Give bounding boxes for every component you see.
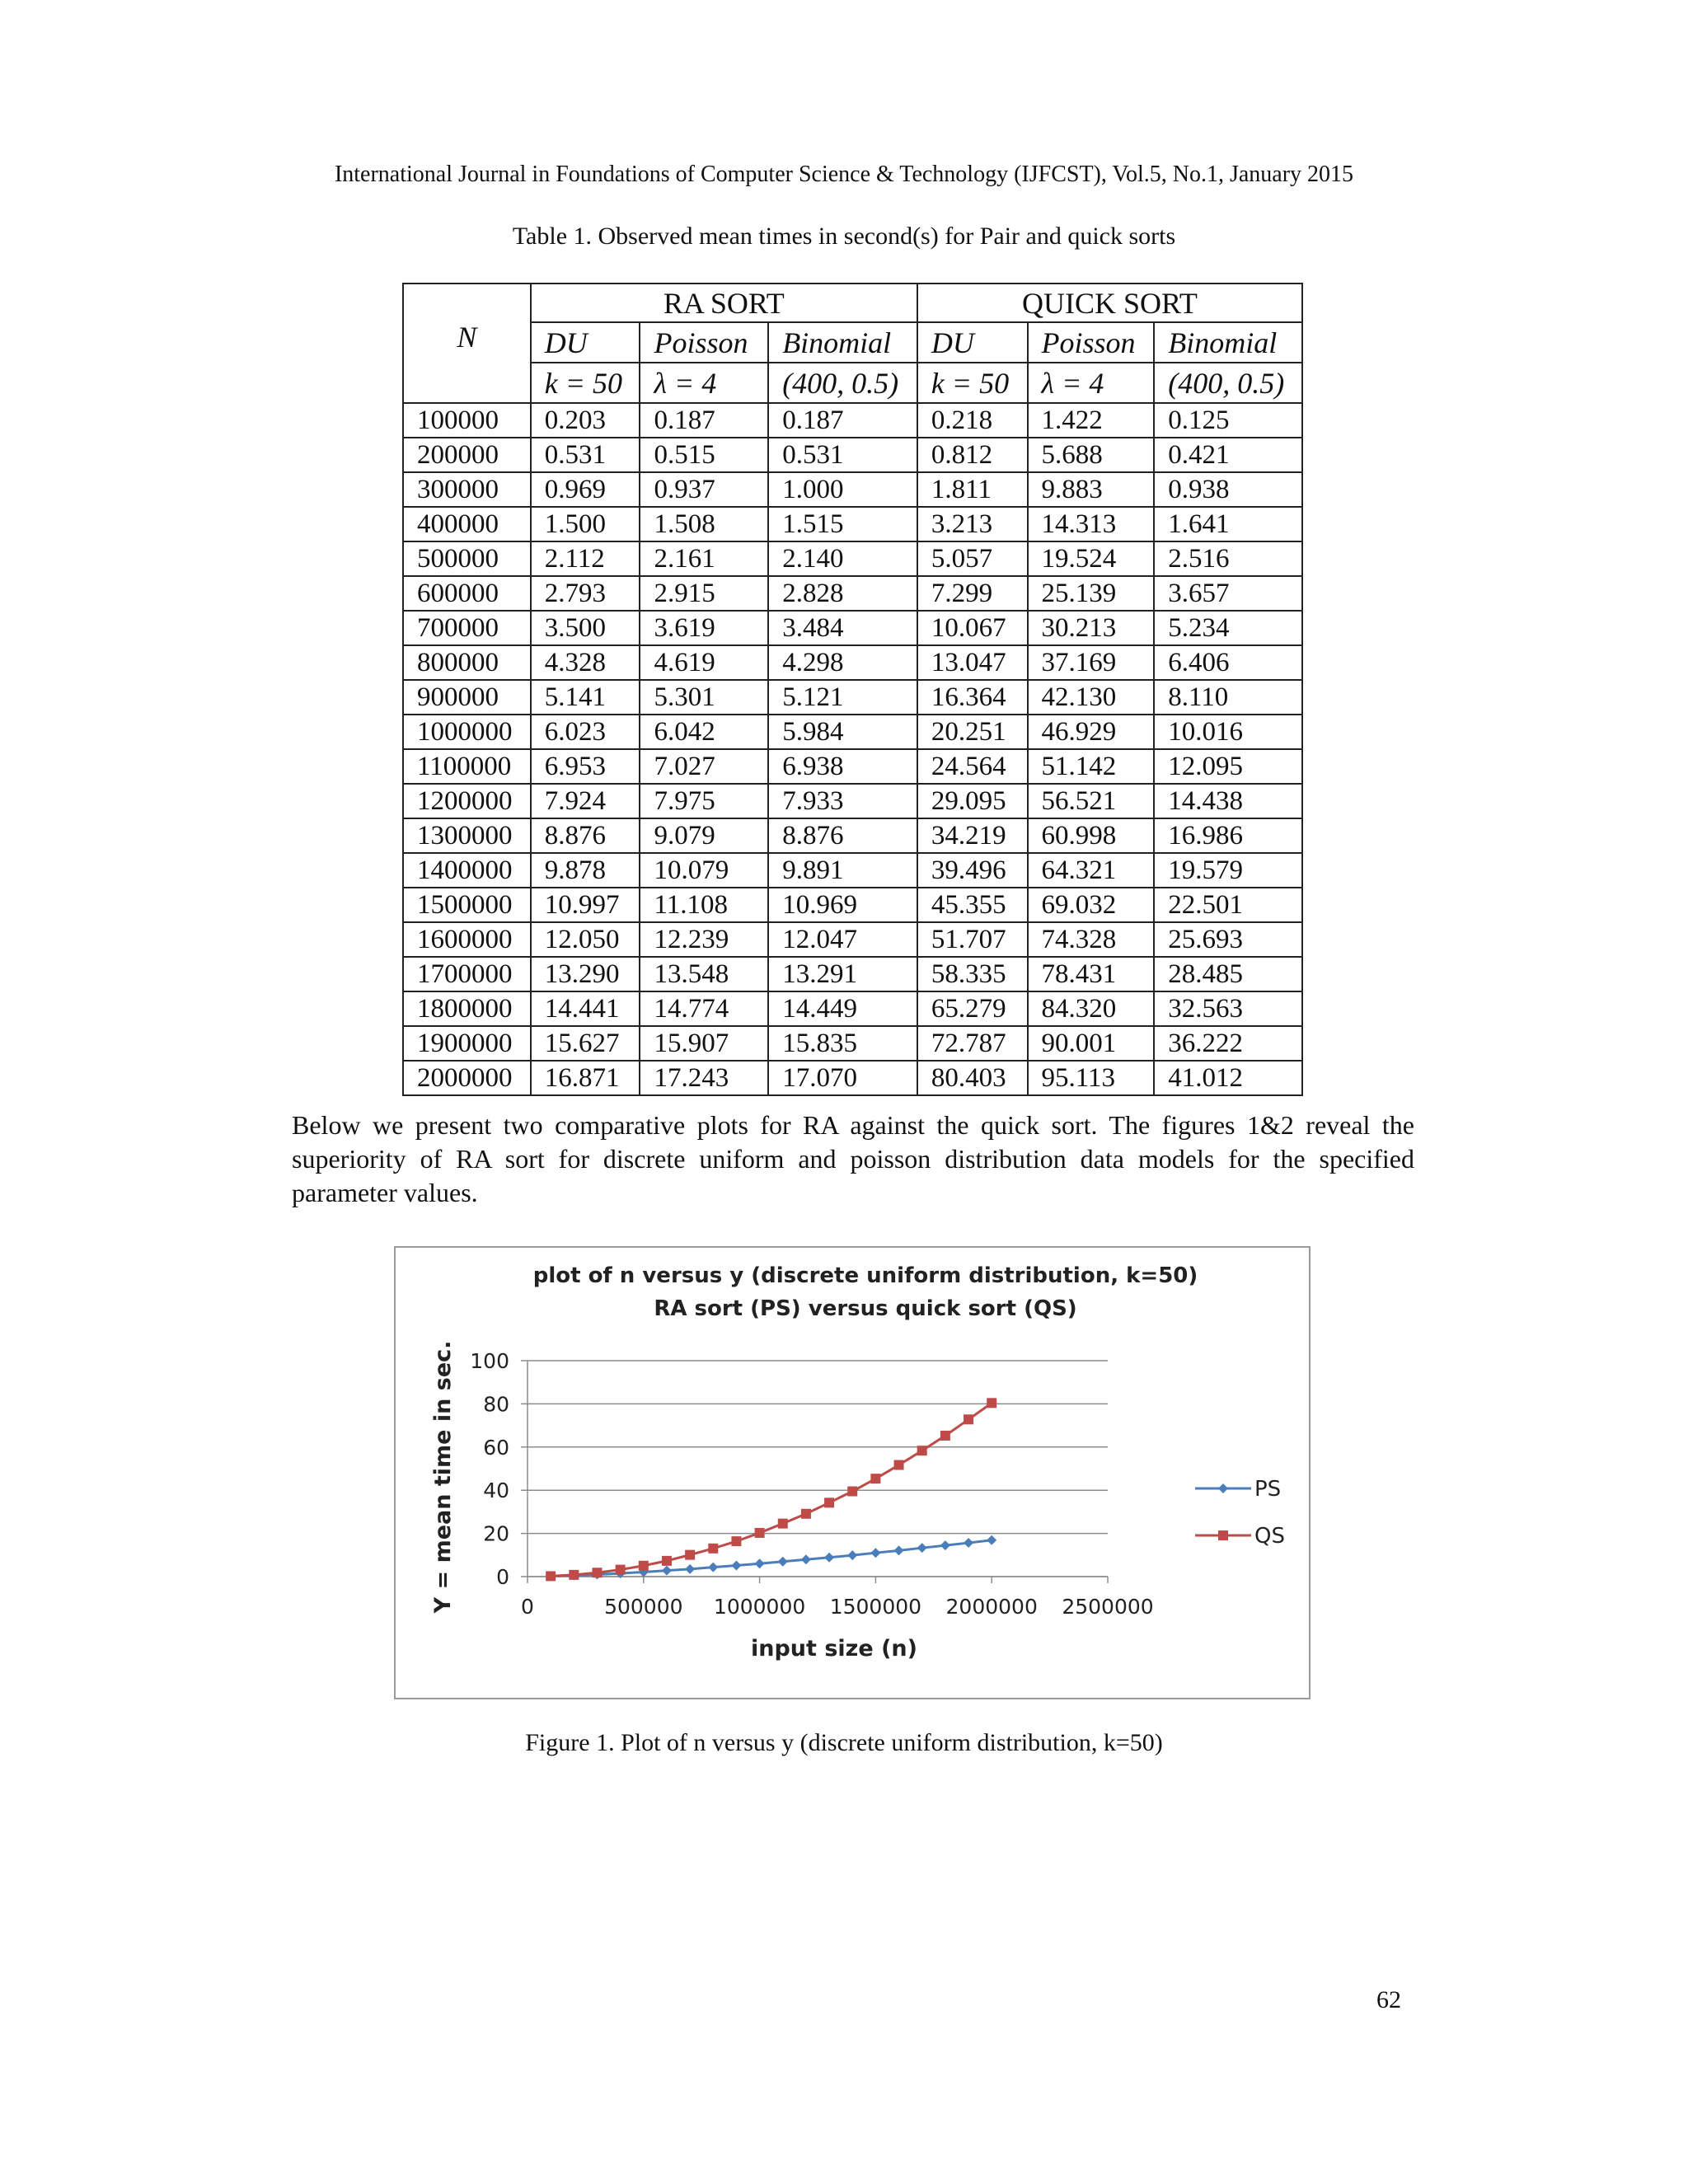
time-cell: 1.508: [640, 507, 768, 541]
time-cell: 5.984: [768, 715, 917, 749]
time-cell: 1.641: [1154, 507, 1302, 541]
time-cell: 3.619: [640, 611, 768, 645]
time-cell: 0.187: [640, 403, 768, 438]
table-row: [403, 991, 1302, 1026]
data-point-ps: [847, 1550, 857, 1560]
time-cell: 13.290: [531, 957, 640, 991]
time-cell: 3.484: [768, 611, 917, 645]
time-cell: 6.023: [531, 715, 640, 749]
results-table: [402, 283, 1303, 1096]
time-cell: 78.431: [1028, 957, 1155, 991]
time-cell: 74.328: [1028, 922, 1155, 957]
row-n-cell: 500000: [403, 541, 531, 576]
time-cell: 41.012: [1154, 1061, 1302, 1095]
time-cell: 45.355: [917, 888, 1028, 922]
running-header: International Journal in Foundations of Computer Science & Technology (IJFCST), Vol.5, No.1, January 2015: [334, 162, 1354, 187]
y-axis-label: Y = mean time in sec.: [430, 1340, 456, 1614]
time-cell: 90.001: [1028, 1026, 1155, 1061]
time-cell: 8.876: [531, 818, 640, 853]
time-cell: 17.070: [768, 1061, 917, 1095]
data-point-qs: [801, 1509, 811, 1519]
time-cell: 2.516: [1154, 541, 1302, 576]
time-cell: 8.110: [1154, 680, 1302, 715]
time-cell: 5.141: [531, 680, 640, 715]
time-cell: 0.218: [917, 403, 1028, 438]
subheader: Binomial: [768, 322, 917, 363]
time-cell: 2.828: [768, 576, 917, 611]
body-paragraph: Below we present two comparative plots for RA against the quick sort. The figures 1&2 reveal the superiority of RA sort for discrete uniform and poisson distribution data models for the specified parameter values.: [292, 1110, 1414, 1207]
row-n-cell: 100000: [403, 403, 531, 438]
time-cell: 69.032: [1028, 888, 1155, 922]
row-n-cell: 1600000: [403, 922, 531, 957]
table-row: [403, 818, 1302, 853]
time-cell: 5.057: [917, 541, 1028, 576]
time-cell: 9.883: [1028, 472, 1155, 507]
time-cell: 9.079: [640, 818, 768, 853]
table-row: [403, 507, 1302, 541]
data-point-ps: [940, 1540, 950, 1550]
time-cell: 12.047: [768, 922, 917, 957]
data-point-ps: [755, 1558, 765, 1568]
table-row: [403, 749, 1302, 784]
data-point-ps: [685, 1564, 695, 1574]
data-point-qs: [894, 1460, 904, 1470]
table-row: [403, 680, 1302, 715]
time-cell: 12.050: [531, 922, 640, 957]
ra-sort-header: RA SORT: [531, 284, 917, 322]
data-point-ps: [731, 1561, 741, 1571]
y-tick-label: 0: [496, 1565, 509, 1589]
time-cell: 16.986: [1154, 818, 1302, 853]
chart-subtitle: RA sort (PS) versus quick sort (QS): [654, 1296, 1077, 1321]
time-cell: 58.335: [917, 957, 1028, 991]
time-cell: 16.364: [917, 680, 1028, 715]
time-cell: 4.298: [768, 645, 917, 680]
data-point-qs: [824, 1497, 834, 1507]
table-row: [403, 784, 1302, 818]
time-cell: 0.969: [531, 472, 640, 507]
table-row: [403, 611, 1302, 645]
chart-svg: [396, 1248, 1309, 1698]
time-cell: 13.291: [768, 957, 917, 991]
chart-title: plot of n versus y (discrete uniform distribution, k=50): [532, 1263, 1198, 1288]
time-cell: 17.243: [640, 1061, 768, 1095]
time-cell: 42.130: [1028, 680, 1155, 715]
time-cell: 11.108: [640, 888, 768, 922]
row-n-cell: 1400000: [403, 853, 531, 888]
time-cell: 0.531: [768, 438, 917, 472]
time-cell: 5.688: [1028, 438, 1155, 472]
time-cell: 46.929: [1028, 715, 1155, 749]
time-cell: 84.320: [1028, 991, 1155, 1026]
data-point-ps: [917, 1543, 927, 1553]
subheader: Binomial: [1154, 322, 1302, 363]
time-cell: 0.421: [1154, 438, 1302, 472]
time-cell: 1.500: [531, 507, 640, 541]
figure-1-chart: [394, 1246, 1311, 1699]
time-cell: 1.422: [1028, 403, 1155, 438]
time-cell: 1.000: [768, 472, 917, 507]
time-cell: 72.787: [917, 1026, 1028, 1061]
time-cell: 30.213: [1028, 611, 1155, 645]
table-row: [403, 472, 1302, 507]
time-cell: 2.140: [768, 541, 917, 576]
data-point-qs: [569, 1570, 579, 1580]
row-n-cell: 1800000: [403, 991, 531, 1026]
row-n-cell: 400000: [403, 507, 531, 541]
subheader-param: (400, 0.5): [768, 363, 917, 403]
time-cell: 13.548: [640, 957, 768, 991]
data-point-qs: [940, 1431, 950, 1441]
time-cell: 7.299: [917, 576, 1028, 611]
row-n-cell: 2000000: [403, 1061, 531, 1095]
table-row: [403, 853, 1302, 888]
subheader-param: λ = 4: [640, 363, 768, 403]
subheader-param: k = 50: [531, 363, 640, 403]
x-axis-label: input size (n): [751, 1636, 917, 1661]
time-cell: 25.693: [1154, 922, 1302, 957]
time-cell: 29.095: [917, 784, 1028, 818]
data-point-qs: [778, 1519, 788, 1529]
time-cell: 5.121: [768, 680, 917, 715]
time-cell: 16.871: [531, 1061, 640, 1095]
data-point-qs: [870, 1474, 880, 1483]
time-cell: 3.657: [1154, 576, 1302, 611]
subheader-param: (400, 0.5): [1154, 363, 1302, 403]
data-point-ps: [708, 1563, 718, 1572]
time-cell: 4.619: [640, 645, 768, 680]
y-tick-label: 40: [483, 1479, 509, 1503]
time-cell: 3.213: [917, 507, 1028, 541]
time-cell: 60.998: [1028, 818, 1155, 853]
legend-label-qs: QS: [1254, 1524, 1285, 1549]
legend-marker-qs: [1218, 1530, 1228, 1540]
time-cell: 0.187: [768, 403, 917, 438]
time-cell: 36.222: [1154, 1026, 1302, 1061]
time-cell: 14.313: [1028, 507, 1155, 541]
time-cell: 15.907: [640, 1026, 768, 1061]
x-tick-label: 0: [521, 1595, 534, 1619]
x-tick-label: 2000000: [945, 1595, 1038, 1619]
data-point-ps: [824, 1553, 834, 1563]
legend-marker-ps: [1218, 1483, 1228, 1493]
row-n-cell: 700000: [403, 611, 531, 645]
time-cell: 2.112: [531, 541, 640, 576]
page-number: 62: [1376, 1986, 1401, 2013]
time-cell: 28.485: [1154, 957, 1302, 991]
data-point-ps: [894, 1545, 904, 1555]
table-row: [403, 1061, 1302, 1095]
figure-caption: Figure 1. Plot of n versus y (discrete uniform distribution, k=50): [525, 1729, 1163, 1756]
time-cell: 64.321: [1028, 853, 1155, 888]
time-cell: 0.203: [531, 403, 640, 438]
data-point-qs: [755, 1528, 765, 1538]
data-point-ps: [662, 1566, 672, 1576]
time-cell: 0.937: [640, 472, 768, 507]
table-row: [403, 541, 1302, 576]
time-cell: 15.627: [531, 1026, 640, 1061]
table-row: [403, 888, 1302, 922]
time-cell: 51.707: [917, 922, 1028, 957]
row-n-cell: 1100000: [403, 749, 531, 784]
time-cell: 7.933: [768, 784, 917, 818]
subheader-param: k = 50: [917, 363, 1028, 403]
time-cell: 7.027: [640, 749, 768, 784]
row-n-cell: 1000000: [403, 715, 531, 749]
table-subheader-row: [403, 322, 1302, 363]
time-cell: 14.441: [531, 991, 640, 1026]
time-cell: 19.524: [1028, 541, 1155, 576]
data-point-qs: [731, 1536, 741, 1546]
data-point-ps: [778, 1557, 788, 1567]
time-cell: 4.328: [531, 645, 640, 680]
time-cell: 2.915: [640, 576, 768, 611]
time-cell: 22.501: [1154, 888, 1302, 922]
subheader: DU: [531, 322, 640, 363]
table-caption: Table 1. Observed mean times in second(s) for Pair and quick sorts: [512, 223, 1176, 250]
time-cell: 0.515: [640, 438, 768, 472]
time-cell: 0.531: [531, 438, 640, 472]
data-point-qs: [639, 1561, 649, 1571]
time-cell: 34.219: [917, 818, 1028, 853]
data-point-qs: [592, 1568, 602, 1577]
time-cell: 51.142: [1028, 749, 1155, 784]
data-point-qs: [685, 1550, 695, 1560]
time-cell: 9.891: [768, 853, 917, 888]
time-cell: 2.793: [531, 576, 640, 611]
subheader: Poisson: [1028, 322, 1155, 363]
row-n-cell: 1300000: [403, 818, 531, 853]
time-cell: 10.969: [768, 888, 917, 922]
time-cell: 6.406: [1154, 645, 1302, 680]
time-cell: 14.774: [640, 991, 768, 1026]
time-cell: 12.239: [640, 922, 768, 957]
time-cell: 0.812: [917, 438, 1028, 472]
time-cell: 19.579: [1154, 853, 1302, 888]
table-group-header-row: [403, 284, 1302, 322]
data-point-qs: [708, 1544, 718, 1554]
row-n-cell: 1900000: [403, 1026, 531, 1061]
time-cell: 0.938: [1154, 472, 1302, 507]
legend-label-ps: PS: [1254, 1477, 1282, 1502]
time-cell: 1.811: [917, 472, 1028, 507]
row-n-cell: 600000: [403, 576, 531, 611]
x-tick-label: 2500000: [1062, 1595, 1154, 1619]
data-point-ps: [964, 1538, 973, 1548]
y-tick-label: 20: [483, 1521, 509, 1546]
data-point-ps: [870, 1548, 880, 1558]
time-cell: 56.521: [1028, 784, 1155, 818]
data-point-qs: [964, 1414, 973, 1424]
time-cell: 14.449: [768, 991, 917, 1026]
row-n-cell: 1700000: [403, 957, 531, 991]
row-n-cell: 800000: [403, 645, 531, 680]
time-cell: 6.042: [640, 715, 768, 749]
x-tick-label: 1500000: [829, 1595, 922, 1619]
table-row: [403, 438, 1302, 472]
table-row: [403, 922, 1302, 957]
table-subheader-row-2: [403, 363, 1302, 403]
time-cell: 0.125: [1154, 403, 1302, 438]
time-cell: 10.016: [1154, 715, 1302, 749]
y-tick-label: 60: [483, 1435, 509, 1460]
series-line-qs: [551, 1403, 992, 1576]
quick-sort-header: QUICK SORT: [917, 284, 1302, 322]
data-point-qs: [847, 1487, 857, 1497]
table-row: [403, 715, 1302, 749]
time-cell: 7.975: [640, 784, 768, 818]
time-cell: 9.878: [531, 853, 640, 888]
time-cell: 12.095: [1154, 749, 1302, 784]
time-cell: 13.047: [917, 645, 1028, 680]
time-cell: 37.169: [1028, 645, 1155, 680]
time-cell: 80.403: [917, 1061, 1028, 1095]
time-cell: 3.500: [531, 611, 640, 645]
row-n-cell: 1500000: [403, 888, 531, 922]
data-point-qs: [662, 1556, 672, 1566]
row-n-cell: 1200000: [403, 784, 531, 818]
time-cell: 6.938: [768, 749, 917, 784]
subheader-param: λ = 4: [1028, 363, 1155, 403]
time-cell: 14.438: [1154, 784, 1302, 818]
table-row: [403, 1026, 1302, 1061]
data-point-qs: [917, 1446, 927, 1455]
time-cell: 10.079: [640, 853, 768, 888]
time-cell: 2.161: [640, 541, 768, 576]
time-cell: 5.301: [640, 680, 768, 715]
table-row: [403, 576, 1302, 611]
col-n-header: N: [403, 284, 531, 403]
time-cell: 20.251: [917, 715, 1028, 749]
time-cell: 32.563: [1154, 991, 1302, 1026]
x-tick-label: 500000: [604, 1595, 683, 1619]
table-row: [403, 957, 1302, 991]
y-tick-label: 100: [470, 1349, 509, 1373]
time-cell: 10.997: [531, 888, 640, 922]
table-row: [403, 645, 1302, 680]
table-row: [403, 403, 1302, 438]
data-point-qs: [616, 1565, 626, 1575]
time-cell: 1.515: [768, 507, 917, 541]
x-tick-label: 1000000: [713, 1595, 806, 1619]
time-cell: 15.835: [768, 1026, 917, 1061]
data-point-ps: [801, 1554, 811, 1564]
time-cell: 7.924: [531, 784, 640, 818]
y-tick-label: 80: [483, 1392, 509, 1417]
data-point-ps: [987, 1535, 996, 1545]
subheader: DU: [917, 322, 1028, 363]
data-point-qs: [546, 1571, 556, 1581]
time-cell: 65.279: [917, 991, 1028, 1026]
row-n-cell: 300000: [403, 472, 531, 507]
time-cell: 95.113: [1028, 1061, 1155, 1095]
subheader: Poisson: [640, 322, 768, 363]
time-cell: 5.234: [1154, 611, 1302, 645]
row-n-cell: 200000: [403, 438, 531, 472]
time-cell: 8.876: [768, 818, 917, 853]
row-n-cell: 900000: [403, 680, 531, 715]
time-cell: 39.496: [917, 853, 1028, 888]
data-point-qs: [987, 1398, 996, 1408]
time-cell: 24.564: [917, 749, 1028, 784]
time-cell: 6.953: [531, 749, 640, 784]
time-cell: 25.139: [1028, 576, 1155, 611]
time-cell: 10.067: [917, 611, 1028, 645]
